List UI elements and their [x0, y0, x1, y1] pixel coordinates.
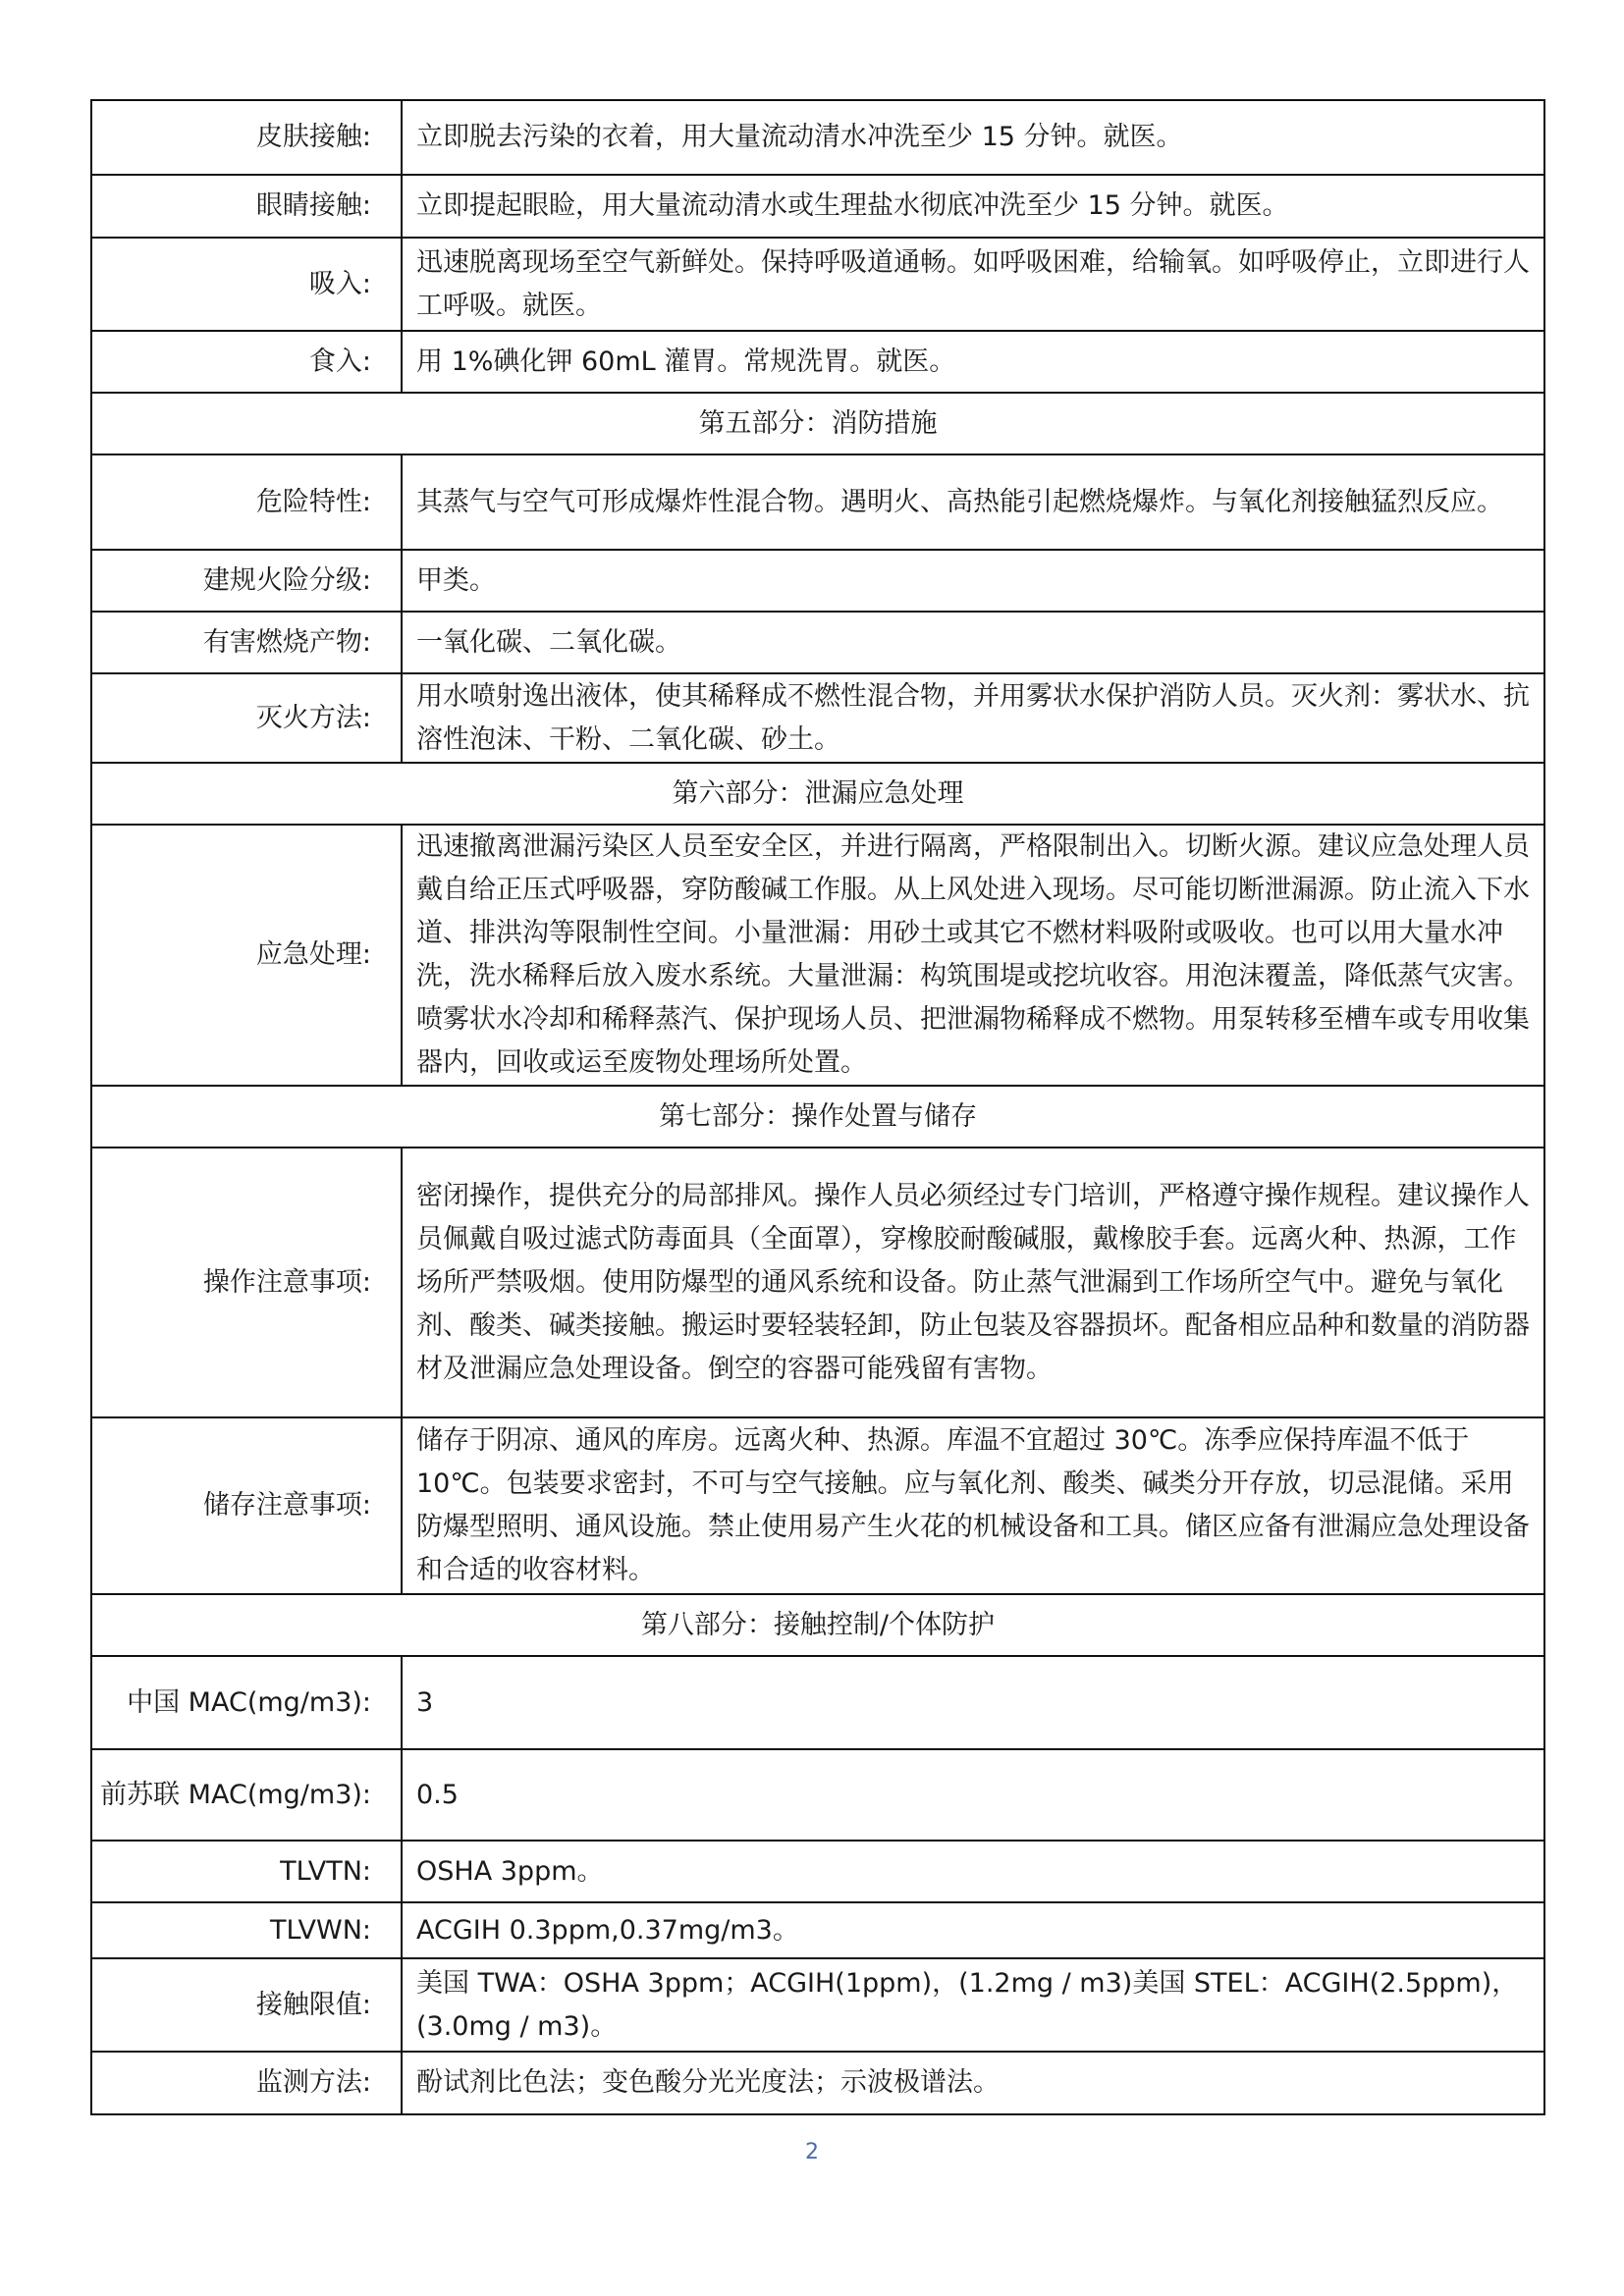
- table-row-tlvtn: [91, 1841, 1544, 1902]
- row-label: 建规火险分级:: [91, 550, 402, 612]
- msds-table: [90, 99, 1545, 2115]
- row-label: 危险特性:: [91, 454, 402, 550]
- table-row-fire-class: [91, 550, 1544, 612]
- row-value: 密闭操作，提供充分的局部排风。操作人员必须经过专门培训，严格遵守操作规程。建议操作人员佩戴自吸过滤式防毒面具（全面罩），穿橡胶耐酸碱服，戴橡胶手套。远离火种、热源，工作场所严禁吸烟。使用防爆型的通风系统和设备。防止蒸气泄漏到工作场所空气中。避免与氧化剂、酸类、碱类接触。搬运时要轻装轻卸，防止包装及容器损坏。配备相应品种和数量的消防器材及泄漏应急处理设备。倒空的容器可能残留有害物。: [402, 1148, 1544, 1417]
- table-row-ussr-mac: [91, 1749, 1544, 1841]
- section-title: 第八部分：接触控制/个体防护: [91, 1594, 1544, 1656]
- row-label: 监测方法:: [91, 2052, 402, 2114]
- row-label: 有害燃烧产物:: [91, 612, 402, 673]
- table-row-inhalation: [91, 238, 1544, 331]
- row-label: 灭火方法:: [91, 673, 402, 763]
- row-label: TLVWN:: [91, 1902, 402, 1958]
- table-row-emergency-handling: [91, 825, 1544, 1086]
- row-value: 一氧化碳、二氧化碳。: [402, 612, 1544, 673]
- table-row-ingestion: [91, 331, 1544, 393]
- row-label: 接触限值:: [91, 1958, 402, 2052]
- table-row-china-mac: [91, 1656, 1544, 1749]
- row-value: 用水喷射逸出液体，使其稀释成不燃性混合物，并用雾状水保护消防人员。灭火剂：雾状水、抗溶性泡沫、干粉、二氧化碳、砂土。: [402, 673, 1544, 763]
- row-label: 眼睛接触:: [91, 175, 402, 238]
- table-row-hazard-properties: [91, 454, 1544, 550]
- row-label: 储存注意事项:: [91, 1417, 402, 1594]
- row-value: OSHA 3ppm。: [402, 1841, 1544, 1902]
- row-value: 立即提起眼睑，用大量流动清水或生理盐水彻底冲洗至少 15 分钟。就医。: [402, 175, 1544, 238]
- row-value: 其蒸气与空气可形成爆炸性混合物。遇明火、高热能引起燃烧爆炸。与氧化剂接触猛烈反应。: [402, 454, 1544, 550]
- row-label: TLVTN:: [91, 1841, 402, 1902]
- section-title: 第六部分：泄漏应急处理: [91, 763, 1544, 825]
- table-row-tlvwn: [91, 1902, 1544, 1958]
- row-value: 立即脱去污染的衣着，用大量流动清水冲洗至少 15 分钟。就医。: [402, 100, 1544, 175]
- section-header-exposure-control: [91, 1594, 1544, 1656]
- row-value: 迅速脱离现场至空气新鲜处。保持呼吸道通畅。如呼吸困难，给输氧。如呼吸停止，立即进行人工呼吸。就医。: [402, 238, 1544, 331]
- row-label: 食入:: [91, 331, 402, 393]
- table-row-exposure-limits: [91, 1958, 1544, 2052]
- table-row-skin-contact: [91, 100, 1544, 175]
- row-label: 应急处理:: [91, 825, 402, 1086]
- table-row-monitoring-method: [91, 2052, 1544, 2114]
- section-title: 第五部分：消防措施: [91, 393, 1544, 454]
- row-value: 0.5: [402, 1749, 1544, 1841]
- row-value: 甲类。: [402, 550, 1544, 612]
- row-value: 用 1%碘化钾 60mL 灌胃。常规洗胃。就医。: [402, 331, 1544, 393]
- table-row-eye-contact: [91, 175, 1544, 238]
- table-row-handling-precautions: [91, 1148, 1544, 1417]
- section-header-fire-fighting: [91, 393, 1544, 454]
- table-row-combustion-products: [91, 612, 1544, 673]
- section-header-handling-storage: [91, 1086, 1544, 1148]
- row-value: 酚试剂比色法；变色酸分光光度法；示波极谱法。: [402, 2052, 1544, 2114]
- row-label: 皮肤接触:: [91, 100, 402, 175]
- section-title: 第七部分：操作处置与储存: [91, 1086, 1544, 1148]
- row-value: ACGIH 0.3ppm,0.37mg/m3。: [402, 1902, 1544, 1958]
- row-value: 储存于阴凉、通风的库房。远离火种、热源。库温不宜超过 30℃。冻季应保持库温不低于 10℃。包装要求密封，不可与空气接触。应与氧化剂、酸类、碱类分开存放，切忌混储。采用防爆型照明、通风设施。禁止使用易产生火花的机械设备和工具。储区应备有泄漏应急处理设备和合适的收容材料。: [402, 1417, 1544, 1594]
- page-number: 2: [805, 2140, 819, 2164]
- row-value: 3: [402, 1656, 1544, 1749]
- row-label: 操作注意事项:: [91, 1148, 402, 1417]
- row-label: 前苏联 MAC(mg/m3):: [91, 1749, 402, 1841]
- row-label: 吸入:: [91, 238, 402, 331]
- row-value: 美国 TWA：OSHA 3ppm；ACGIH(1ppm)，(1.2mg / m3)美国 STEL：ACGIH(2.5ppm)，(3.0mg / m3)。: [402, 1958, 1544, 2052]
- table-row-extinguishing-method: [91, 673, 1544, 763]
- row-label: 中国 MAC(mg/m3):: [91, 1656, 402, 1749]
- table-row-storage-precautions: [91, 1417, 1544, 1594]
- section-header-leak-response: [91, 763, 1544, 825]
- row-value: 迅速撤离泄漏污染区人员至安全区，并进行隔离，严格限制出入。切断火源。建议应急处理人员戴自给正压式呼吸器，穿防酸碱工作服。从上风处进入现场。尽可能切断泄漏源。防止流入下水道、排洪沟等限制性空间。小量泄漏：用砂土或其它不燃材料吸附或吸收。也可以用大量水冲洗，洗水稀释后放入废水系统。大量泄漏：构筑围堤或挖坑收容。用泡沫覆盖，降低蒸气灾害。喷雾状水冷却和稀释蒸汽、保护现场人员、把泄漏物稀释成不燃物。用泵转移至槽车或专用收集器内，回收或运至废物处理场所处置。: [402, 825, 1544, 1086]
